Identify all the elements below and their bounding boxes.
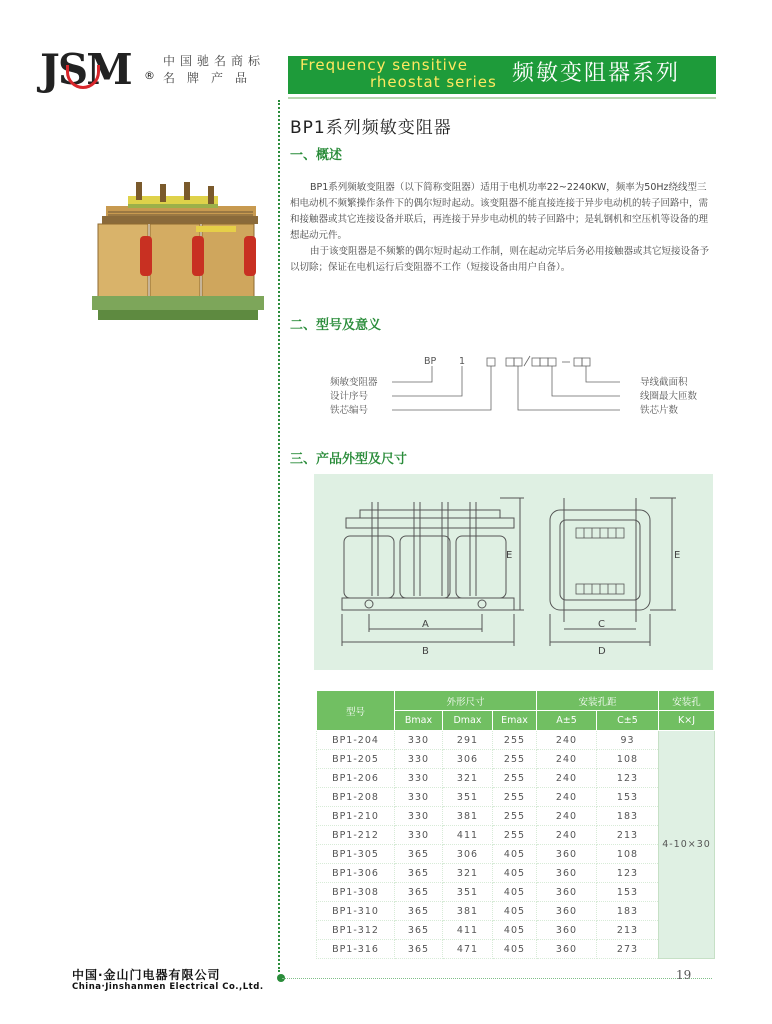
table-cell: 321 bbox=[443, 769, 493, 788]
banner-en-line-1: Frequency sensitive bbox=[300, 56, 468, 74]
company-logo bbox=[40, 45, 160, 95]
dim-label-e-front: E bbox=[506, 550, 513, 561]
model-label-max-turns: 线圈最大匝数 bbox=[640, 391, 698, 402]
table-cell: 365 bbox=[395, 921, 443, 940]
model-code-number: 1 bbox=[459, 356, 466, 367]
table-cell: BP1-305 bbox=[317, 845, 395, 864]
table-cell: BP1-312 bbox=[317, 921, 395, 940]
table-cell: 381 bbox=[443, 807, 493, 826]
table-cell: 240 bbox=[537, 826, 597, 845]
subheader-c: C±5 bbox=[597, 711, 659, 731]
table-cell: 351 bbox=[443, 883, 493, 902]
table-cell: 405 bbox=[493, 845, 537, 864]
table-cell: BP1-306 bbox=[317, 864, 395, 883]
table-cell: 306 bbox=[443, 750, 493, 769]
table-cell: 405 bbox=[493, 864, 537, 883]
table-cell: 471 bbox=[443, 940, 493, 959]
model-label-core-sheets: 铁芯片数 bbox=[640, 405, 679, 416]
table-cell: BP1-308 bbox=[317, 883, 395, 902]
subheader-a: A±5 bbox=[537, 711, 597, 731]
table-row bbox=[317, 940, 715, 959]
table-cell: 351 bbox=[443, 788, 493, 807]
table-cell: BP1-316 bbox=[317, 940, 395, 959]
table-row bbox=[317, 750, 715, 769]
footer-company-cn: 中国·金山门电器有限公司 bbox=[72, 968, 221, 982]
table-cell: 365 bbox=[395, 864, 443, 883]
footer-line bbox=[282, 978, 712, 979]
table-cell: 123 bbox=[597, 769, 659, 788]
table-cell: 330 bbox=[395, 731, 443, 750]
table-cell: 365 bbox=[395, 940, 443, 959]
overview-paragraph-2: 由于该变阻器是不频繁的偶尔短时起动工作制，则在起动完毕后务必用接触器或其它短接设备予以切除；保证在电机运行后变阻器不工作（短接设备由用户自备）。 bbox=[290, 246, 710, 273]
page-number: 19 bbox=[676, 968, 692, 982]
page-title: BP1系列频敏变阻器 bbox=[290, 118, 452, 138]
mount-hole-value: 4-10×30 bbox=[659, 731, 715, 959]
header-underline bbox=[288, 97, 716, 99]
footer-company-en: China·Jinshanmen Electrical Co.,Ltd. bbox=[72, 982, 264, 992]
dimension-drawing bbox=[314, 474, 713, 670]
table-cell: 213 bbox=[597, 921, 659, 940]
table-cell: 330 bbox=[395, 826, 443, 845]
table-cell: 108 bbox=[597, 845, 659, 864]
table-row bbox=[317, 826, 715, 845]
table-cell: 153 bbox=[597, 788, 659, 807]
table-cell: 365 bbox=[395, 902, 443, 921]
overview-text bbox=[290, 180, 712, 276]
overview-paragraph-1: BP1系列频敏变阻器（以下简称变阻器）适用于电机功率22~2240KW，频率为50Hz绕线型三相电动机不频繁操作条件下的偶尔短时起动。该变阻器不能直接连接于异步电动机的转子回路中，需和接触器或其它连接设备并联后，再连接于异步电动机的转子回路中；是轧钢机和空压机等设备的理想起动元件。 bbox=[290, 182, 709, 241]
subheader-bmax: Bmax bbox=[395, 711, 443, 731]
table-cell: 108 bbox=[597, 750, 659, 769]
table-row bbox=[317, 864, 715, 883]
table-cell: BP1-310 bbox=[317, 902, 395, 921]
header-hole-spacing: 安装孔距 bbox=[537, 691, 659, 711]
table-cell: 360 bbox=[537, 902, 597, 921]
dimension-table-body bbox=[317, 731, 715, 959]
table-cell: 405 bbox=[493, 940, 537, 959]
table-cell: 240 bbox=[537, 769, 597, 788]
table-cell: 405 bbox=[493, 921, 537, 940]
dim-label-b: B bbox=[422, 646, 429, 657]
table-cell: 360 bbox=[537, 845, 597, 864]
vertical-divider bbox=[278, 100, 280, 972]
table-row bbox=[317, 769, 715, 788]
table-cell: 365 bbox=[395, 883, 443, 902]
table-cell: 360 bbox=[537, 940, 597, 959]
model-label-wire-section: 导线截面积 bbox=[640, 377, 688, 388]
table-cell: 240 bbox=[537, 750, 597, 769]
table-cell: 405 bbox=[493, 902, 537, 921]
table-cell: 255 bbox=[493, 731, 537, 750]
table-row bbox=[317, 731, 715, 750]
table-cell: 405 bbox=[493, 883, 537, 902]
table-cell: 330 bbox=[395, 788, 443, 807]
table-cell: 360 bbox=[537, 921, 597, 940]
table-cell: 330 bbox=[395, 769, 443, 788]
table-cell: 330 bbox=[395, 750, 443, 769]
table-cell: 306 bbox=[443, 845, 493, 864]
table-cell: 360 bbox=[537, 864, 597, 883]
table-row bbox=[317, 902, 715, 921]
table-cell: 321 bbox=[443, 864, 493, 883]
table-cell: 330 bbox=[395, 807, 443, 826]
table-cell: BP1-212 bbox=[317, 826, 395, 845]
model-label-design-seq: 设计序号 bbox=[330, 391, 369, 402]
dim-label-a: A bbox=[422, 619, 429, 630]
table-cell: 273 bbox=[597, 940, 659, 959]
model-label-rheostat: 频敏变阻器 bbox=[330, 377, 378, 388]
table-cell: 365 bbox=[395, 845, 443, 864]
header-model: 型号 bbox=[317, 691, 395, 731]
table-cell: 360 bbox=[537, 883, 597, 902]
table-cell: 255 bbox=[493, 826, 537, 845]
product-photo bbox=[88, 180, 268, 328]
banner-cn-title: 频敏变阻器系列 bbox=[512, 61, 681, 86]
table-row bbox=[317, 845, 715, 864]
table-cell: 291 bbox=[443, 731, 493, 750]
table-cell: BP1-204 bbox=[317, 731, 395, 750]
table-cell: 213 bbox=[597, 826, 659, 845]
dim-label-d: D bbox=[598, 646, 606, 657]
table-row bbox=[317, 788, 715, 807]
table-row bbox=[317, 807, 715, 826]
table-cell: 255 bbox=[493, 750, 537, 769]
table-cell: 411 bbox=[443, 826, 493, 845]
table-cell: BP1-210 bbox=[317, 807, 395, 826]
table-cell: 255 bbox=[493, 769, 537, 788]
dimension-table bbox=[316, 690, 715, 959]
table-cell: 240 bbox=[537, 807, 597, 826]
subheader-dmax: Dmax bbox=[443, 711, 493, 731]
table-cell: 255 bbox=[493, 807, 537, 826]
section-overview-heading: 一、概述 bbox=[290, 148, 343, 163]
subheader-kxj: K×J bbox=[659, 711, 715, 731]
table-cell: 411 bbox=[443, 921, 493, 940]
dim-label-e-side: E bbox=[674, 550, 681, 561]
logo-text: JSM bbox=[40, 45, 131, 94]
dim-label-c: C bbox=[598, 619, 605, 630]
brand-line-2: 名牌产品 bbox=[163, 71, 260, 85]
table-cell: 153 bbox=[597, 883, 659, 902]
model-code-prefix: BP bbox=[424, 356, 437, 367]
subheader-emax: Emax bbox=[493, 711, 537, 731]
model-code-diagram bbox=[380, 352, 620, 422]
table-cell: 123 bbox=[597, 864, 659, 883]
table-row bbox=[317, 921, 715, 940]
header-mount-hole: 安装孔 bbox=[659, 691, 715, 711]
registered-mark: ® bbox=[144, 69, 155, 82]
table-cell: 183 bbox=[597, 902, 659, 921]
banner-en-line-2: rheostat series bbox=[370, 73, 497, 91]
model-label-core-number: 铁芯编号 bbox=[330, 405, 369, 416]
dimension-drawing-svg bbox=[314, 474, 713, 670]
table-cell: BP1-206 bbox=[317, 769, 395, 788]
brand-line-1: 中国驰名商标 bbox=[163, 54, 266, 68]
header-outline-size: 外形尺寸 bbox=[395, 691, 537, 711]
table-cell: 240 bbox=[537, 788, 597, 807]
section-dimension-heading: 三、产品外型及尺寸 bbox=[290, 452, 408, 467]
table-cell: 240 bbox=[537, 731, 597, 750]
table-cell: 381 bbox=[443, 902, 493, 921]
table-cell: 183 bbox=[597, 807, 659, 826]
table-cell: 255 bbox=[493, 788, 537, 807]
table-row bbox=[317, 883, 715, 902]
section-model-heading: 二、型号及意义 bbox=[290, 318, 382, 333]
table-cell: BP1-205 bbox=[317, 750, 395, 769]
table-cell: BP1-208 bbox=[317, 788, 395, 807]
table-cell: 93 bbox=[597, 731, 659, 750]
